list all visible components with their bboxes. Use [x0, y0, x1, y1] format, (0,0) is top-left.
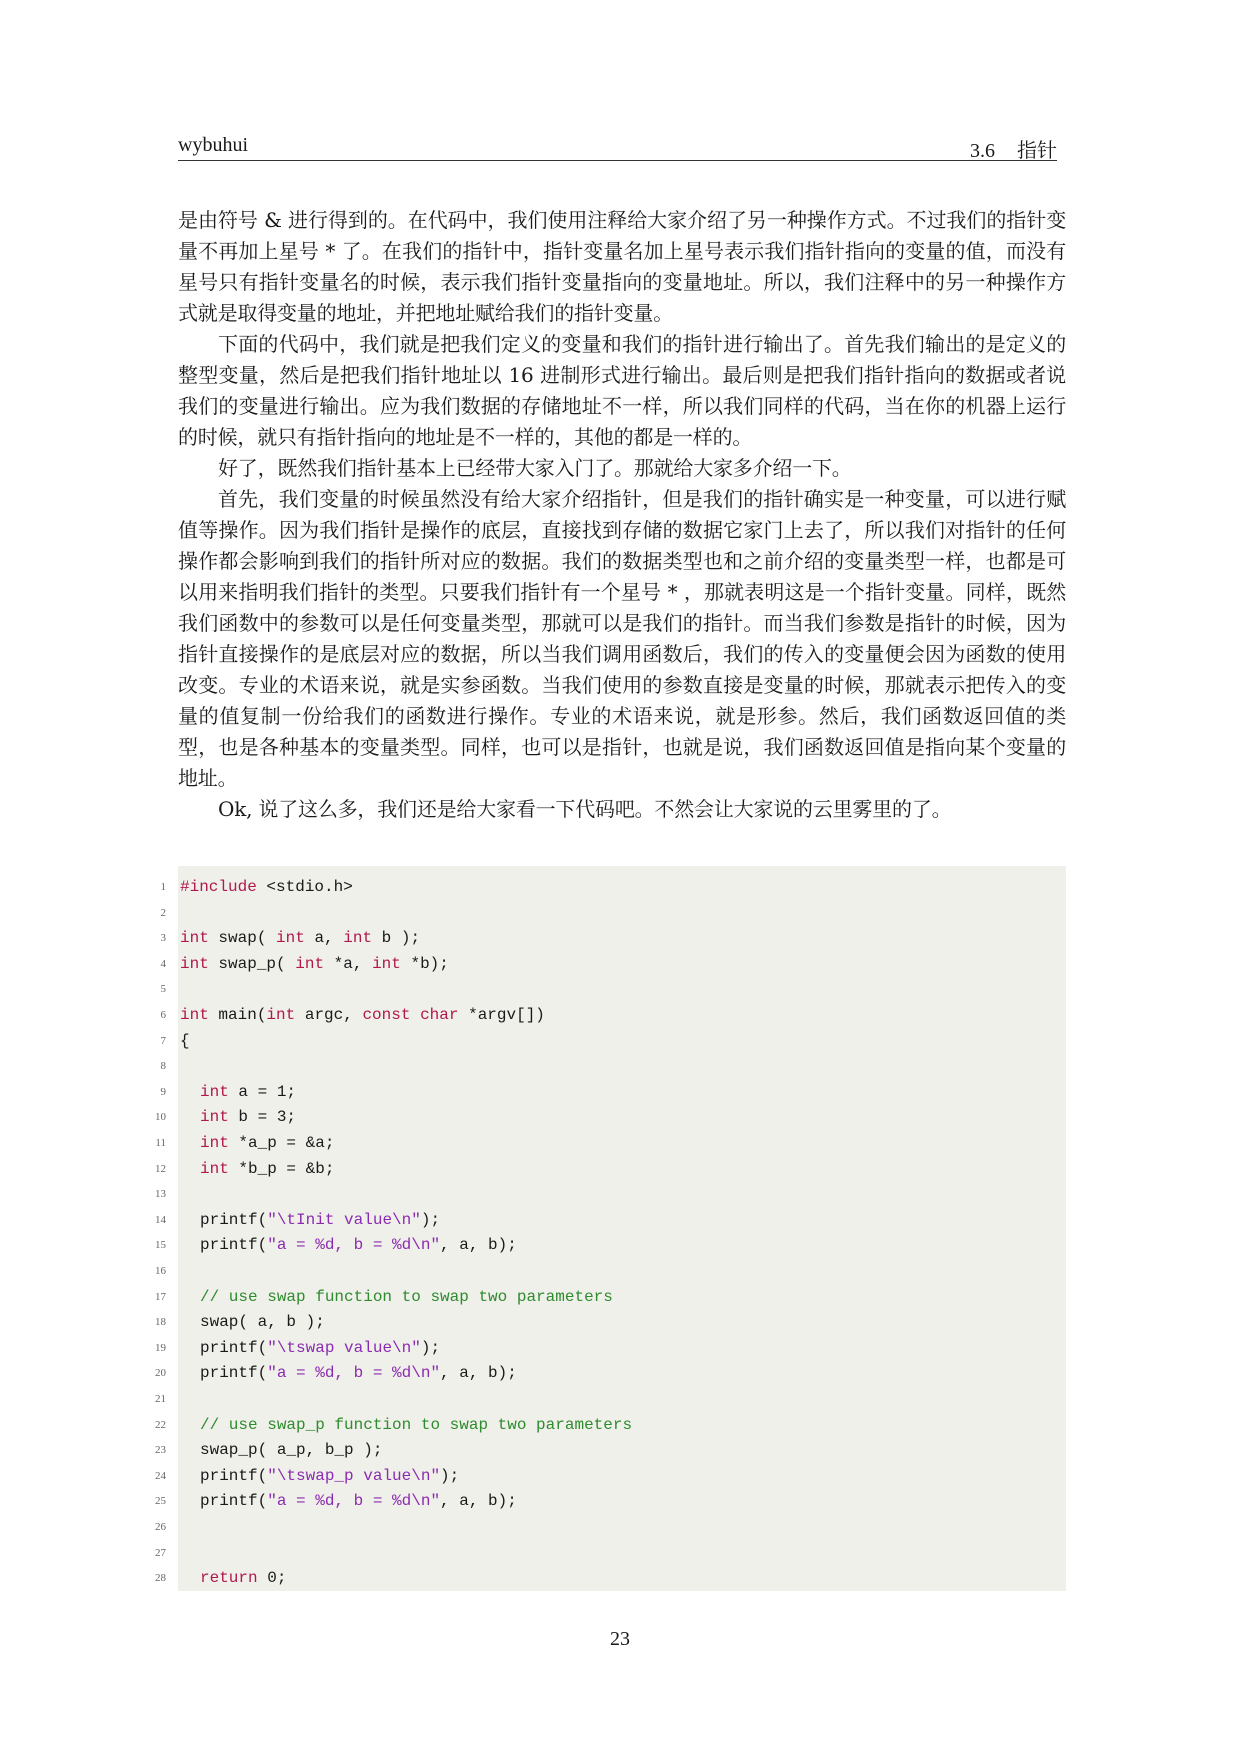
line-number: 12	[155, 1162, 166, 1175]
code-keyword: int	[200, 1082, 229, 1101]
code-keyword: int	[180, 954, 209, 973]
line-number: 26	[155, 1521, 166, 1533]
code-text: swap(	[208, 929, 277, 948]
code-keyword: int	[200, 1108, 229, 1127]
line-number: 2	[160, 906, 166, 919]
header-author: wybuhui	[178, 134, 248, 156]
code-text: a = 1;	[228, 1082, 297, 1101]
code-line	[155, 1565, 287, 1591]
code-text: 0;	[257, 1569, 287, 1588]
header-section	[970, 134, 1057, 163]
line-number: 17	[155, 1290, 166, 1303]
code-line	[160, 1079, 297, 1105]
code-line	[155, 1335, 441, 1361]
code-keyword: return	[200, 1569, 258, 1588]
code-line	[160, 874, 353, 900]
code-text: *b);	[400, 954, 449, 973]
code-listing	[155, 866, 1066, 1591]
code-text: , a, b);	[440, 1492, 517, 1511]
line-number: 13	[155, 1188, 166, 1201]
code-text: , a, b);	[440, 1236, 517, 1255]
code-string: "a = %d, b = %d\n"	[267, 1236, 441, 1255]
line-number: 21	[155, 1393, 166, 1405]
code-text: printf(	[200, 1492, 268, 1511]
line-number: 19	[155, 1341, 166, 1354]
code-preprocessor: #include	[180, 878, 257, 896]
code-line	[155, 1104, 297, 1130]
code-text: *a_p = &a;	[228, 1134, 335, 1152]
paragraph-3: 好了，既然我们指针基本上已经带大家入门了。那就给大家多介绍一下。	[218, 456, 852, 480]
code-line	[155, 1488, 517, 1514]
paragraph-5: Ok, 说了这么多，我们还是给大家看一下代码吧。不然会让大家说的云里雾里的了。	[218, 797, 952, 821]
code-string: "a = %d, b = %d\n"	[267, 1364, 441, 1383]
code-text: main(	[208, 1006, 267, 1024]
line-number: 18	[155, 1316, 166, 1329]
code-line	[155, 1412, 633, 1438]
code-text: b );	[372, 929, 421, 948]
code-keyword: int	[343, 929, 373, 948]
line-number: 20	[155, 1367, 166, 1380]
code-text: );	[420, 1210, 441, 1229]
code-line	[155, 1284, 613, 1310]
code-line	[155, 1207, 441, 1233]
code-keyword: int	[295, 954, 325, 973]
code-comment: // use swap function to swap two parameters	[200, 1287, 613, 1306]
header-section-title: 指针	[1017, 140, 1057, 162]
line-number: 15	[155, 1239, 166, 1252]
code-text: printf(	[200, 1466, 268, 1485]
code-text: swap_p( a_p, b_p );	[200, 1441, 383, 1460]
running-header	[178, 134, 1057, 161]
paragraph-1: 是由符号 & 进行得到的。在代码中，我们使用注释给大家介绍了另一种操作方式。不过我们的指针变量不再加上星号 * 了。在我们的指针中，指针变量名加上星号表示我们指针指向的变量的值，而没有星号只有指针变量名的时候，表示我们指针变量指向的变量地址。所以，我们注释中的另一种操作方式就是取得变量的地址，并把地址赋给我们的指针变量。	[178, 208, 1066, 325]
code-text: , a, b);	[440, 1364, 517, 1383]
code-keyword: int	[180, 1006, 209, 1024]
paragraph-2: 下面的代码中，我们就是把我们定义的变量和我们的指针进行输出了。首先我们输出的是定义的整型变量，然后是把我们指针地址以 16 进制形式进行输出。最后则是把我们指针指向的数据或者说我们的变量进行输出。应为我们数据的存储地址不一样，所以我们同样的代码，当在你的机器上运行的时候，就只有指针指向的地址是不一样的，其他的都是一样的。	[178, 332, 1066, 449]
code-keyword: int	[372, 954, 401, 973]
code-text: swap_p(	[208, 954, 296, 973]
line-number: 10	[155, 1111, 166, 1124]
code-text: {	[180, 1031, 190, 1050]
line-number: 6	[160, 1009, 166, 1021]
code-text: );	[420, 1338, 441, 1357]
line-number: 16	[155, 1265, 166, 1277]
code-line	[155, 1156, 335, 1182]
code-line	[155, 1130, 335, 1156]
code-text: argc,	[295, 1006, 363, 1024]
code-keyword: char	[420, 1006, 459, 1024]
line-number: 22	[155, 1418, 166, 1431]
code-line	[160, 925, 421, 951]
line-number: 25	[155, 1495, 166, 1508]
code-keyword: const	[362, 1006, 411, 1024]
code-comment: // use swap_p function to swap two parameters	[200, 1415, 633, 1434]
line-number: 11	[155, 1137, 166, 1149]
paragraph-4: 首先，我们变量的时候虽然没有给大家介绍指针，但是我们的指针确实是一种变量，可以进行赋值等操作。因为我们指针是操作的底层，直接找到存储的数据它家门上去了，所以我们对指针的任何操作都会影响到我们的指针所对应的数据。我们的数据类型也和之前介绍的变量类型一样，也都是可以用来指明我们指针的类型。只要我们指针有一个星号 * ，那就表明这是一个指针变量。同样，既然我们函数中的参数可以是任何变量类型，那就可以是我们的指针。而当我们参数是指针的时候，因为指针直接操作的是底层对应的数据，所以当我们调用函数后，我们的传入的变量便会因为函数的使用改变。专业的术语来说，就是实参函数。当我们使用的参数直接是变量的时候，那就表示把传入的变量的值复制一份给我们的函数进行操作。专业的术语来说，就是形参。然后，我们函数返回值的类型，也是各种基本的变量类型。同样，也可以是指针，也就是说，我们函数返回值是指向某个变量的地址。	[178, 487, 1066, 790]
line-number: 24	[155, 1469, 166, 1482]
code-keyword: int	[200, 1134, 229, 1152]
line-number: 3	[160, 932, 166, 945]
line-number: 5	[160, 983, 166, 996]
code-keyword: int	[200, 1159, 229, 1178]
code-string: "\tswap value\n"	[267, 1338, 421, 1357]
header-section-number: 3.6	[970, 140, 995, 162]
line-number: 23	[155, 1444, 166, 1457]
line-number: 9	[160, 1085, 166, 1098]
line-number: 4	[160, 957, 166, 970]
body-text	[178, 205, 1066, 825]
code-line	[155, 1360, 517, 1386]
code-line	[160, 951, 449, 977]
page-number: 23	[610, 1628, 630, 1650]
code-text: b = 3;	[228, 1108, 297, 1127]
code-keyword: int	[266, 1006, 296, 1024]
code-line	[155, 1232, 517, 1258]
code-line	[155, 1309, 325, 1335]
line-number: 1	[160, 881, 166, 893]
line-number: 27	[155, 1546, 166, 1559]
line-number: 8	[160, 1060, 166, 1073]
code-string: "\tInit value\n"	[267, 1210, 421, 1229]
code-keyword: int	[180, 929, 209, 948]
code-text: printf(	[200, 1210, 268, 1229]
code-text: printf(	[200, 1338, 268, 1357]
code-text: *a,	[324, 954, 373, 973]
line-number: 28	[155, 1572, 166, 1585]
code-line	[160, 1002, 545, 1028]
code-text: printf(	[200, 1236, 268, 1255]
code-line	[155, 1463, 460, 1489]
line-number: 7	[160, 1034, 166, 1047]
line-number: 14	[155, 1213, 166, 1226]
code-text: <stdio.h>	[256, 878, 353, 896]
code-text: printf(	[200, 1364, 268, 1383]
code-text: *b_p = &b;	[228, 1159, 335, 1178]
code-text: *argv[])	[458, 1006, 545, 1024]
code-text	[410, 1006, 420, 1024]
code-text: a,	[304, 929, 344, 948]
code-line	[155, 1437, 383, 1463]
code-text: swap( a, b );	[200, 1313, 325, 1332]
code-text: );	[440, 1466, 460, 1485]
code-string: "a = %d, b = %d\n"	[267, 1492, 441, 1511]
code-line	[160, 1028, 190, 1054]
code-keyword: int	[276, 929, 305, 948]
code-string: "\tswap_p value\n"	[267, 1466, 441, 1485]
